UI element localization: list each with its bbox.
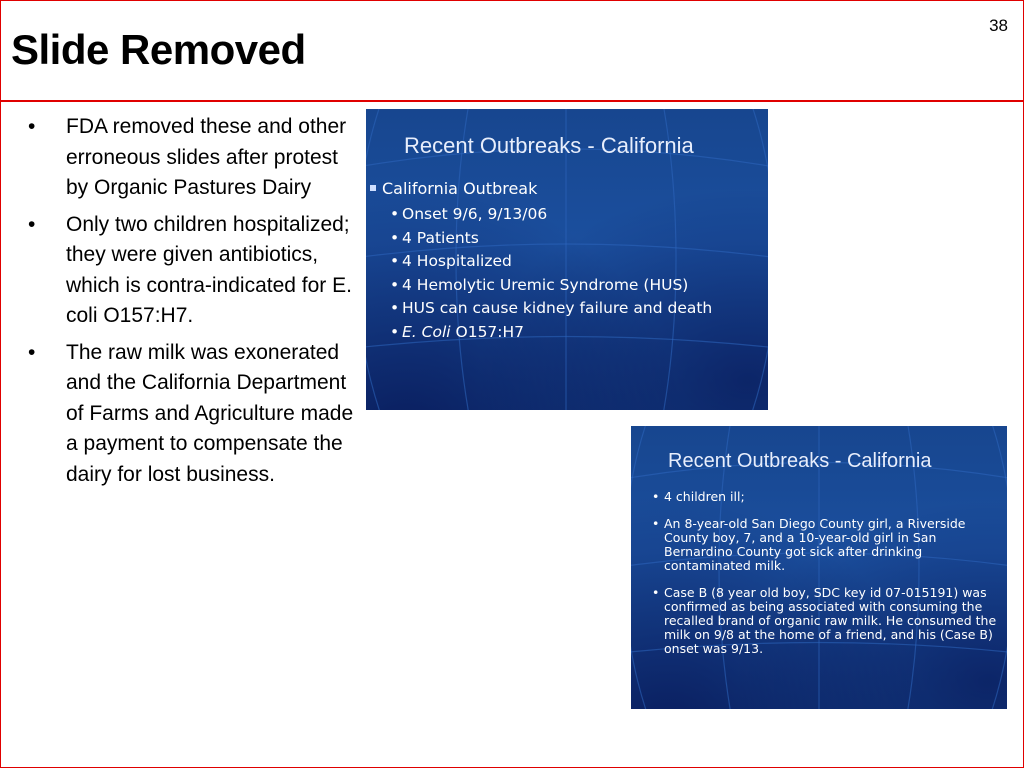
embedded-list-item xyxy=(390,299,762,319)
bullet-item xyxy=(28,210,358,332)
embedded-list-item-text: Case B (8 year old boy, SDC key id 07-015191) was confirmed as being associated with consuming the recalled brand of organic raw milk. He consumed the milk on 9/8 at the home of a friend, and his (Case B) onset was 9/13. xyxy=(664,585,997,656)
embedded-list-item xyxy=(652,517,1002,573)
title-bar xyxy=(0,0,1024,102)
embedded-slide-title: Recent Outbreaks - California xyxy=(404,133,694,158)
page-number: 38 xyxy=(989,16,1008,35)
bullet-marker: • xyxy=(390,322,400,341)
embedded-list-item xyxy=(390,276,762,296)
bullet-marker: • xyxy=(652,489,660,504)
embedded-bullet-list xyxy=(652,490,1002,669)
embedded-bullet-list xyxy=(390,205,762,346)
embedded-slide-image-2 xyxy=(631,426,1007,709)
bullet-item xyxy=(28,338,358,491)
embedded-top-bullet-text: California Outbreak xyxy=(382,179,538,198)
embedded-list-item-text: 4 children ill; xyxy=(664,489,745,504)
embedded-list-item xyxy=(652,490,1002,504)
bullet-item xyxy=(28,112,358,204)
square-bullet-icon xyxy=(370,185,376,191)
embedded-list-item-text: O157:H7 xyxy=(450,322,525,341)
bullet-marker: • xyxy=(28,212,36,236)
embedded-slide-title: Recent Outbreaks - California xyxy=(668,450,932,472)
embedded-top-bullet xyxy=(370,179,537,198)
embedded-list-item-text: HUS can cause kidney failure and death xyxy=(402,299,713,317)
bullet-marker: • xyxy=(390,275,400,294)
embedded-list-item-text: An 8-year-old San Diego County girl, a Riverside County boy, 7, and a 10-year-old girl in San Bernardino County got sick after drinking contaminated milk. xyxy=(664,516,966,573)
embedded-list-item xyxy=(652,586,1002,656)
bullet-marker: • xyxy=(390,228,400,247)
embedded-list-item xyxy=(390,205,762,225)
embedded-slide-image-1 xyxy=(366,109,768,410)
slide-title: Slide Removed xyxy=(11,26,306,73)
bullet-text: Only two children hospitalized; they were given antibiotics, which is contra-indicated for E. coli O157:H7. xyxy=(66,212,352,327)
embedded-list-item-text: 4 Hospitalized xyxy=(402,252,512,270)
bullet-text: FDA removed these and other erroneous slides after protest by Organic Pastures Dairy xyxy=(66,115,347,199)
bullet-marker: • xyxy=(390,252,400,270)
bullet-marker: • xyxy=(28,340,36,364)
bullet-marker: • xyxy=(390,205,400,223)
embedded-list-item xyxy=(390,252,762,272)
bullet-marker: • xyxy=(28,115,36,138)
embedded-list-item-text: 4 Patients xyxy=(402,228,479,247)
embedded-list-item-text: Onset 9/6, 9/13/06 xyxy=(402,205,548,223)
bullet-marker: • xyxy=(652,516,660,531)
organism-name-italic: E. Coli xyxy=(402,322,451,341)
embedded-list-item xyxy=(390,229,762,249)
bullet-text: The raw milk was exonerated and the California Department of Farms and Agriculture made a payment to compensate the dairy for lost business. xyxy=(66,340,354,486)
embedded-list-item-text: 4 Hemolytic Uremic Syndrome (HUS) xyxy=(402,275,689,294)
bullet-marker: • xyxy=(390,299,400,317)
bullet-list xyxy=(28,112,358,496)
bullet-marker: • xyxy=(652,585,660,600)
embedded-list-item xyxy=(390,323,762,343)
